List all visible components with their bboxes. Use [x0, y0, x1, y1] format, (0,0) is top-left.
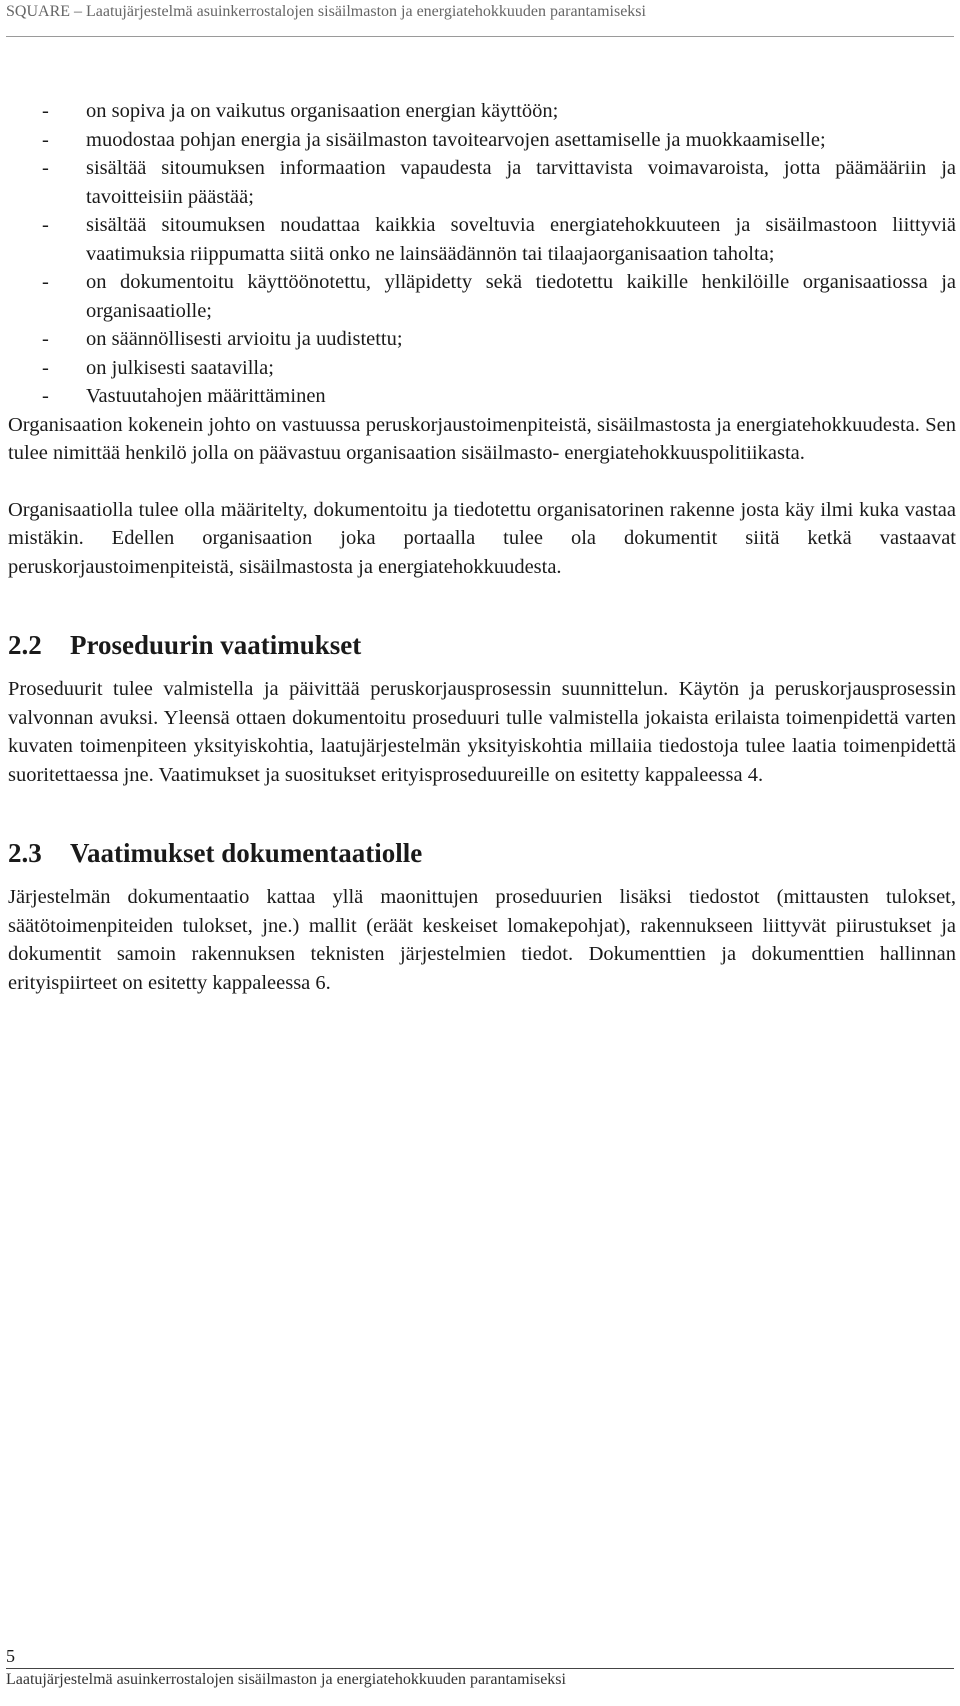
footer-title: Laatujärjestelmä asuinkerrostalojen sisäilmaston ja energiatehokkuuden parantamiseksi [6, 1671, 566, 1688]
section-title: Proseduurin vaatimukset [70, 630, 362, 660]
page-header [6, 0, 954, 37]
responsibility-paragraph: Organisaation kokenein johto on vastuussa peruskorjaustoimenpiteistä, sisäilmastosta ja energiatehokkuudesta. Sen tulee nimittää henkilö jolla on päävastuu organisaation sisäilmasto- energiatehokkuuspolitiikasta. [8, 413, 956, 464]
page-number: 5 [6, 1646, 15, 1666]
section-heading-2-2 [8, 627, 956, 663]
list-item: - on sopiva ja on vaikutus organisaation energian käyttöön; [8, 97, 956, 126]
list-item: - sisältää sitoumuksen noudattaa kaikkia soveltuvia energiatehokkuuteen ja sisäilmastoon liittyviä vaatimuksia riippumatta siitä onko ne lainsäädännön tai tilaajaorganisaation taholta; [8, 211, 956, 268]
requirements-list [8, 97, 956, 411]
section-number: 2.3 [8, 838, 42, 868]
section-title: Vaatimukset dokumentaatiolle [70, 838, 423, 868]
documentation-paragraph: Järjestelmän dokumentaatio kattaa yllä maonittujen proseduurien lisäksi tiedostot (mittausten tulokset, säätötoimenpiteiden tulokset, jne.) mallit (eräät keskeiset lomakepohjat), rakennukseen liittyvät piirustukset ja dokumentit samoin rakennuksen teknisten järjestelmien tiedot. Dokumenttien ja dokumenttien hallinnan erityispiirteet on esitetty kappaleessa 6. [8, 886, 956, 994]
document-body [8, 97, 956, 997]
list-item: - on dokumentoitu käyttöönotettu, ylläpidetty sekä tiedotettu kaikille henkilöille organisaatiossa ja organisaatiolle; [8, 268, 956, 325]
header-text: SQUARE – Laatujärjestelmä asuinkerrostalojen sisäilmaston ja energiatehokkuuden parantamiseksi [6, 3, 646, 20]
list-item: - on säännöllisesti arvioitu ja uudistettu; [8, 325, 956, 354]
list-item: - muodostaa pohjan energia ja sisäilmaston tavoitearvojen asettamiselle ja muokkaamiselle; [8, 126, 956, 155]
page-footer [6, 1646, 954, 1690]
list-item: - Vastuutahojen määrittäminen [8, 382, 956, 411]
organisation-paragraph: Organisaatiolla tulee olla määritelty, dokumentoitu ja tiedotettu organisatorinen rakenne josta käy ilmi kuka vastaa mistäkin. Edellen organisaation joka portaalla tulee ola dokumentit siitä ketkä vastaavat peruskorjaustoimenpiteistä, sisäilmastosta ja energiatehokkuudesta. [8, 498, 956, 578]
section-number: 2.2 [8, 630, 42, 660]
list-item: - sisältää sitoumuksen informaation vapaudesta ja tarvittavista voimavaroista, jotta päämääriin ja tavoitteisiin päästää; [8, 154, 956, 211]
section-heading-2-3 [8, 835, 956, 871]
list-item: - on julkisesti saatavilla; [8, 354, 956, 383]
procedure-paragraph: Proseduurit tulee valmistella ja päivittää peruskorjausprosessin suunnittelun. Käytön ja peruskorjausprosessin valvonnan avuksi. Yleensä ottaen dokumentoitu proseduuri tulle valmistella jokaista erilaista toimenpidettä varten kuvaten toimenpiteen yksityiskohtia, laatujärjestelmän yksityiskohtia millaiia tiedostoja tulee laatia toimenpidettä suoritettaessa jne. Vaatimukset ja suositukset erityisproseduureille on esitetty kappaleessa 4. [8, 678, 956, 786]
